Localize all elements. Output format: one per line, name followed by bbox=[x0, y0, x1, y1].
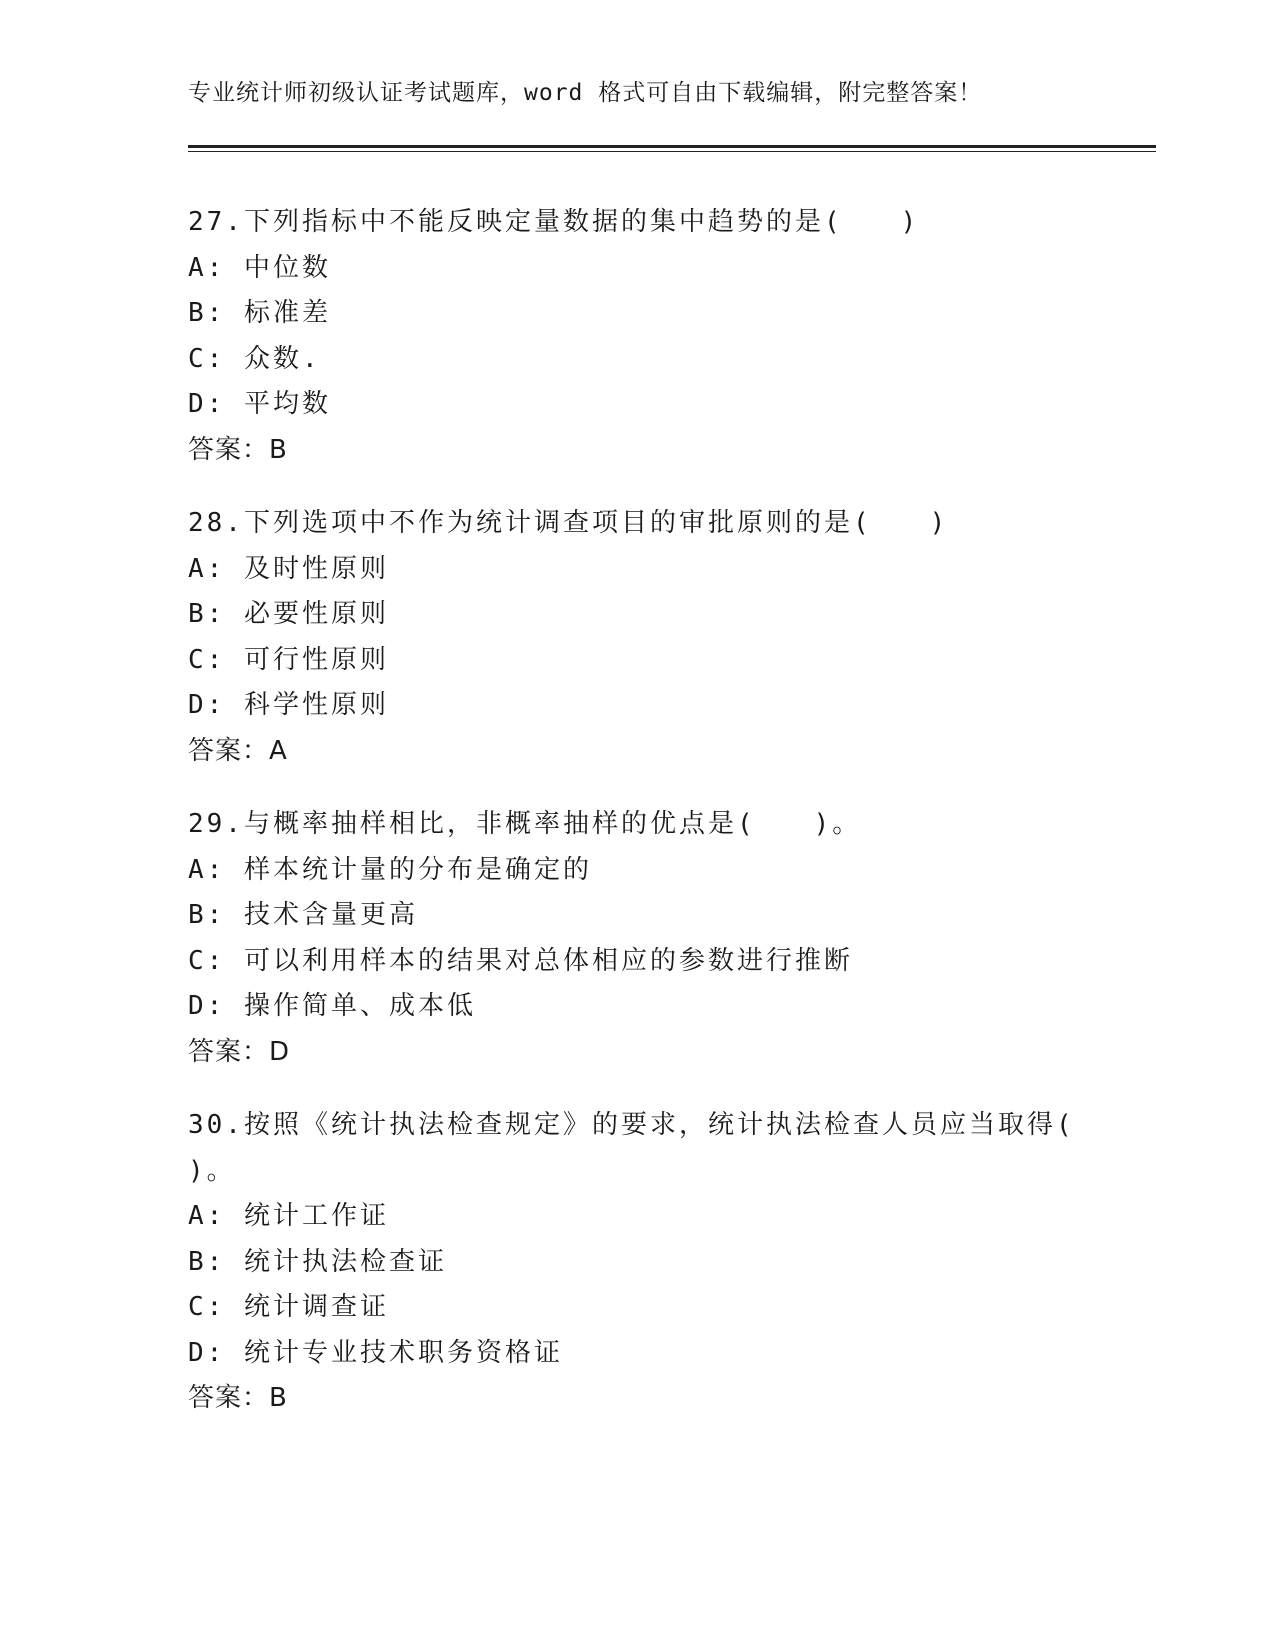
option-b: B: 必要性原则 bbox=[188, 599, 389, 629]
question-stem: 28.下列选项中不作为统计调查项目的审批原则的是( ) bbox=[188, 508, 949, 538]
header-rule-thin bbox=[188, 151, 1156, 152]
answer-line: 答案：B bbox=[188, 1383, 288, 1413]
option-d: D: 操作简单、成本低 bbox=[188, 991, 476, 1021]
option-b: B: 技术含量更高 bbox=[188, 900, 418, 930]
option-a: A: 样本统计量的分布是确定的 bbox=[188, 854, 592, 885]
option-a: A: 中位数 bbox=[188, 252, 331, 283]
answer-line: 答案：A bbox=[188, 735, 288, 766]
option-d: D: 科学性原则 bbox=[188, 690, 389, 720]
question-stem: 27.下列指标中不能反映定量数据的集中趋势的是( ) bbox=[188, 207, 920, 237]
option-c: C: 可行性原则 bbox=[188, 644, 389, 675]
option-a: A: 及时性原则 bbox=[188, 553, 389, 584]
question-29 bbox=[188, 802, 1088, 1075]
header-title: 专业统计师初级认证考试题库，word 格式可自由下载编辑，附完整答案！ bbox=[188, 80, 983, 106]
answer-line: 答案：D bbox=[188, 1036, 291, 1067]
question-stem: 29.与概率抽样相比，非概率抽样的优点是( )。 bbox=[188, 809, 862, 839]
option-d: D: 平均数 bbox=[188, 389, 331, 419]
option-d: D: 统计专业技术职务资格证 bbox=[188, 1337, 563, 1368]
question-stem: 30.按照《统计执法检查规定》的要求，统计执法检查人员应当取得( bbox=[188, 1110, 1075, 1140]
option-a: A: 统计工作证 bbox=[188, 1201, 389, 1231]
question-stem-continued: )。 bbox=[188, 1155, 236, 1186]
option-c: C: 可以利用样本的结果对总体相应的参数进行推断 bbox=[188, 945, 853, 976]
answer-line: 答案：B bbox=[188, 434, 288, 465]
option-c: C: 统计调查证 bbox=[188, 1292, 389, 1322]
question-27 bbox=[188, 200, 1088, 473]
question-30 bbox=[188, 1103, 1088, 1422]
option-b: B: 统计执法检查证 bbox=[188, 1246, 447, 1277]
header-rule-thick bbox=[188, 145, 1156, 148]
option-b: B: 标准差 bbox=[188, 298, 331, 328]
question-list bbox=[188, 200, 1088, 1450]
option-c: C: 众数. bbox=[188, 343, 321, 374]
question-28 bbox=[188, 501, 1088, 774]
